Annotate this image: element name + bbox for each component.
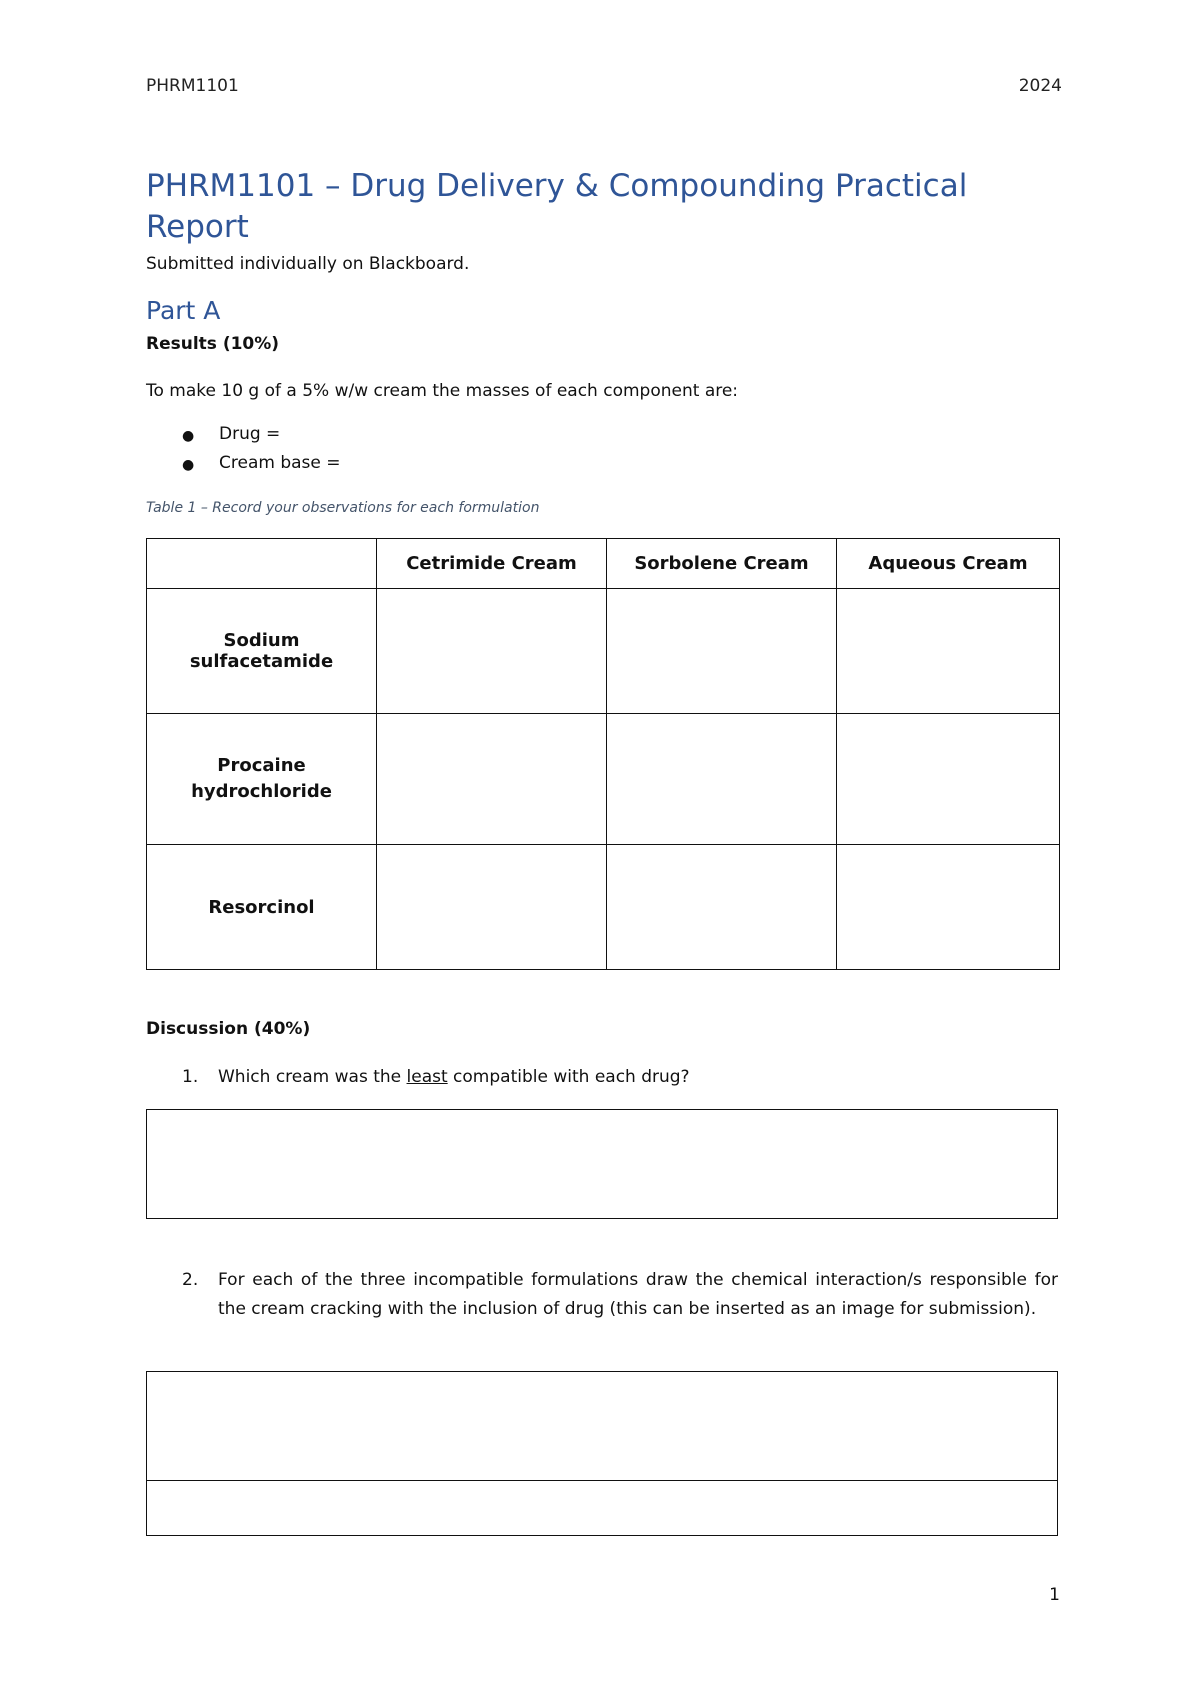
row-label: Sodium sulfacetamide — [147, 589, 377, 714]
table-row — [147, 589, 1060, 714]
question-1-text: Which cream was the least compatible with each drug? — [218, 1067, 690, 1087]
table-row — [147, 714, 1060, 845]
component-list — [146, 424, 341, 482]
table-header-cell: Sorbolene Cream — [607, 539, 837, 589]
row-label: Resorcinol — [147, 845, 377, 970]
list-item: ● Drug = — [182, 424, 281, 444]
header-year: 2024 — [1018, 76, 1062, 96]
box-divider — [147, 1480, 1057, 1481]
table-header-row — [147, 539, 1060, 589]
discussion-heading: Discussion (40%) — [146, 1019, 311, 1039]
observation-cell[interactable] — [837, 589, 1060, 714]
observation-cell[interactable] — [837, 845, 1060, 970]
observation-cell[interactable] — [377, 714, 607, 845]
row-label: Procaine hydrochloride — [147, 714, 377, 845]
part-a-heading: Part A — [146, 296, 221, 325]
observation-cell[interactable] — [377, 845, 607, 970]
page-number: 1 — [1049, 1585, 1060, 1605]
question-2-text: For each of the three incompatible formulations draw the chemical interaction/s responsible for the cream cracking with the inclusion of drug (this can be inserted as an image for submission). — [218, 1270, 1058, 1319]
results-heading: Results (10%) — [146, 334, 280, 354]
observation-cell[interactable] — [607, 589, 837, 714]
list-item: ● Cream base = — [182, 453, 341, 473]
header-course-code: PHRM1101 — [146, 76, 239, 96]
subtitle: Submitted individually on Blackboard. — [146, 254, 470, 274]
bullet-icon: ● — [182, 428, 195, 444]
instruction-text: To make 10 g of a 5% w/w cream the masses of each component are: — [146, 381, 739, 401]
bullet-icon: ● — [182, 457, 195, 473]
table-caption: Table 1 – Record your observations for each formulation — [146, 500, 540, 516]
observation-cell[interactable] — [607, 714, 837, 845]
observation-cell[interactable] — [837, 714, 1060, 845]
table-header-cell — [147, 539, 377, 589]
answer-box-1[interactable] — [146, 1109, 1058, 1219]
observation-cell[interactable] — [607, 845, 837, 970]
table-row — [147, 845, 1060, 970]
question-number: 2. — [182, 1270, 199, 1290]
page-title: PHRM1101 – Drug Delivery & Compounding Practical Report — [146, 168, 968, 245]
question-number: 1. — [182, 1067, 199, 1087]
table-header-cell: Aqueous Cream — [837, 539, 1060, 589]
observations-table — [146, 538, 1060, 970]
table-header-cell: Cetrimide Cream — [377, 539, 607, 589]
answer-box-2[interactable] — [146, 1371, 1058, 1536]
observation-cell[interactable] — [377, 589, 607, 714]
